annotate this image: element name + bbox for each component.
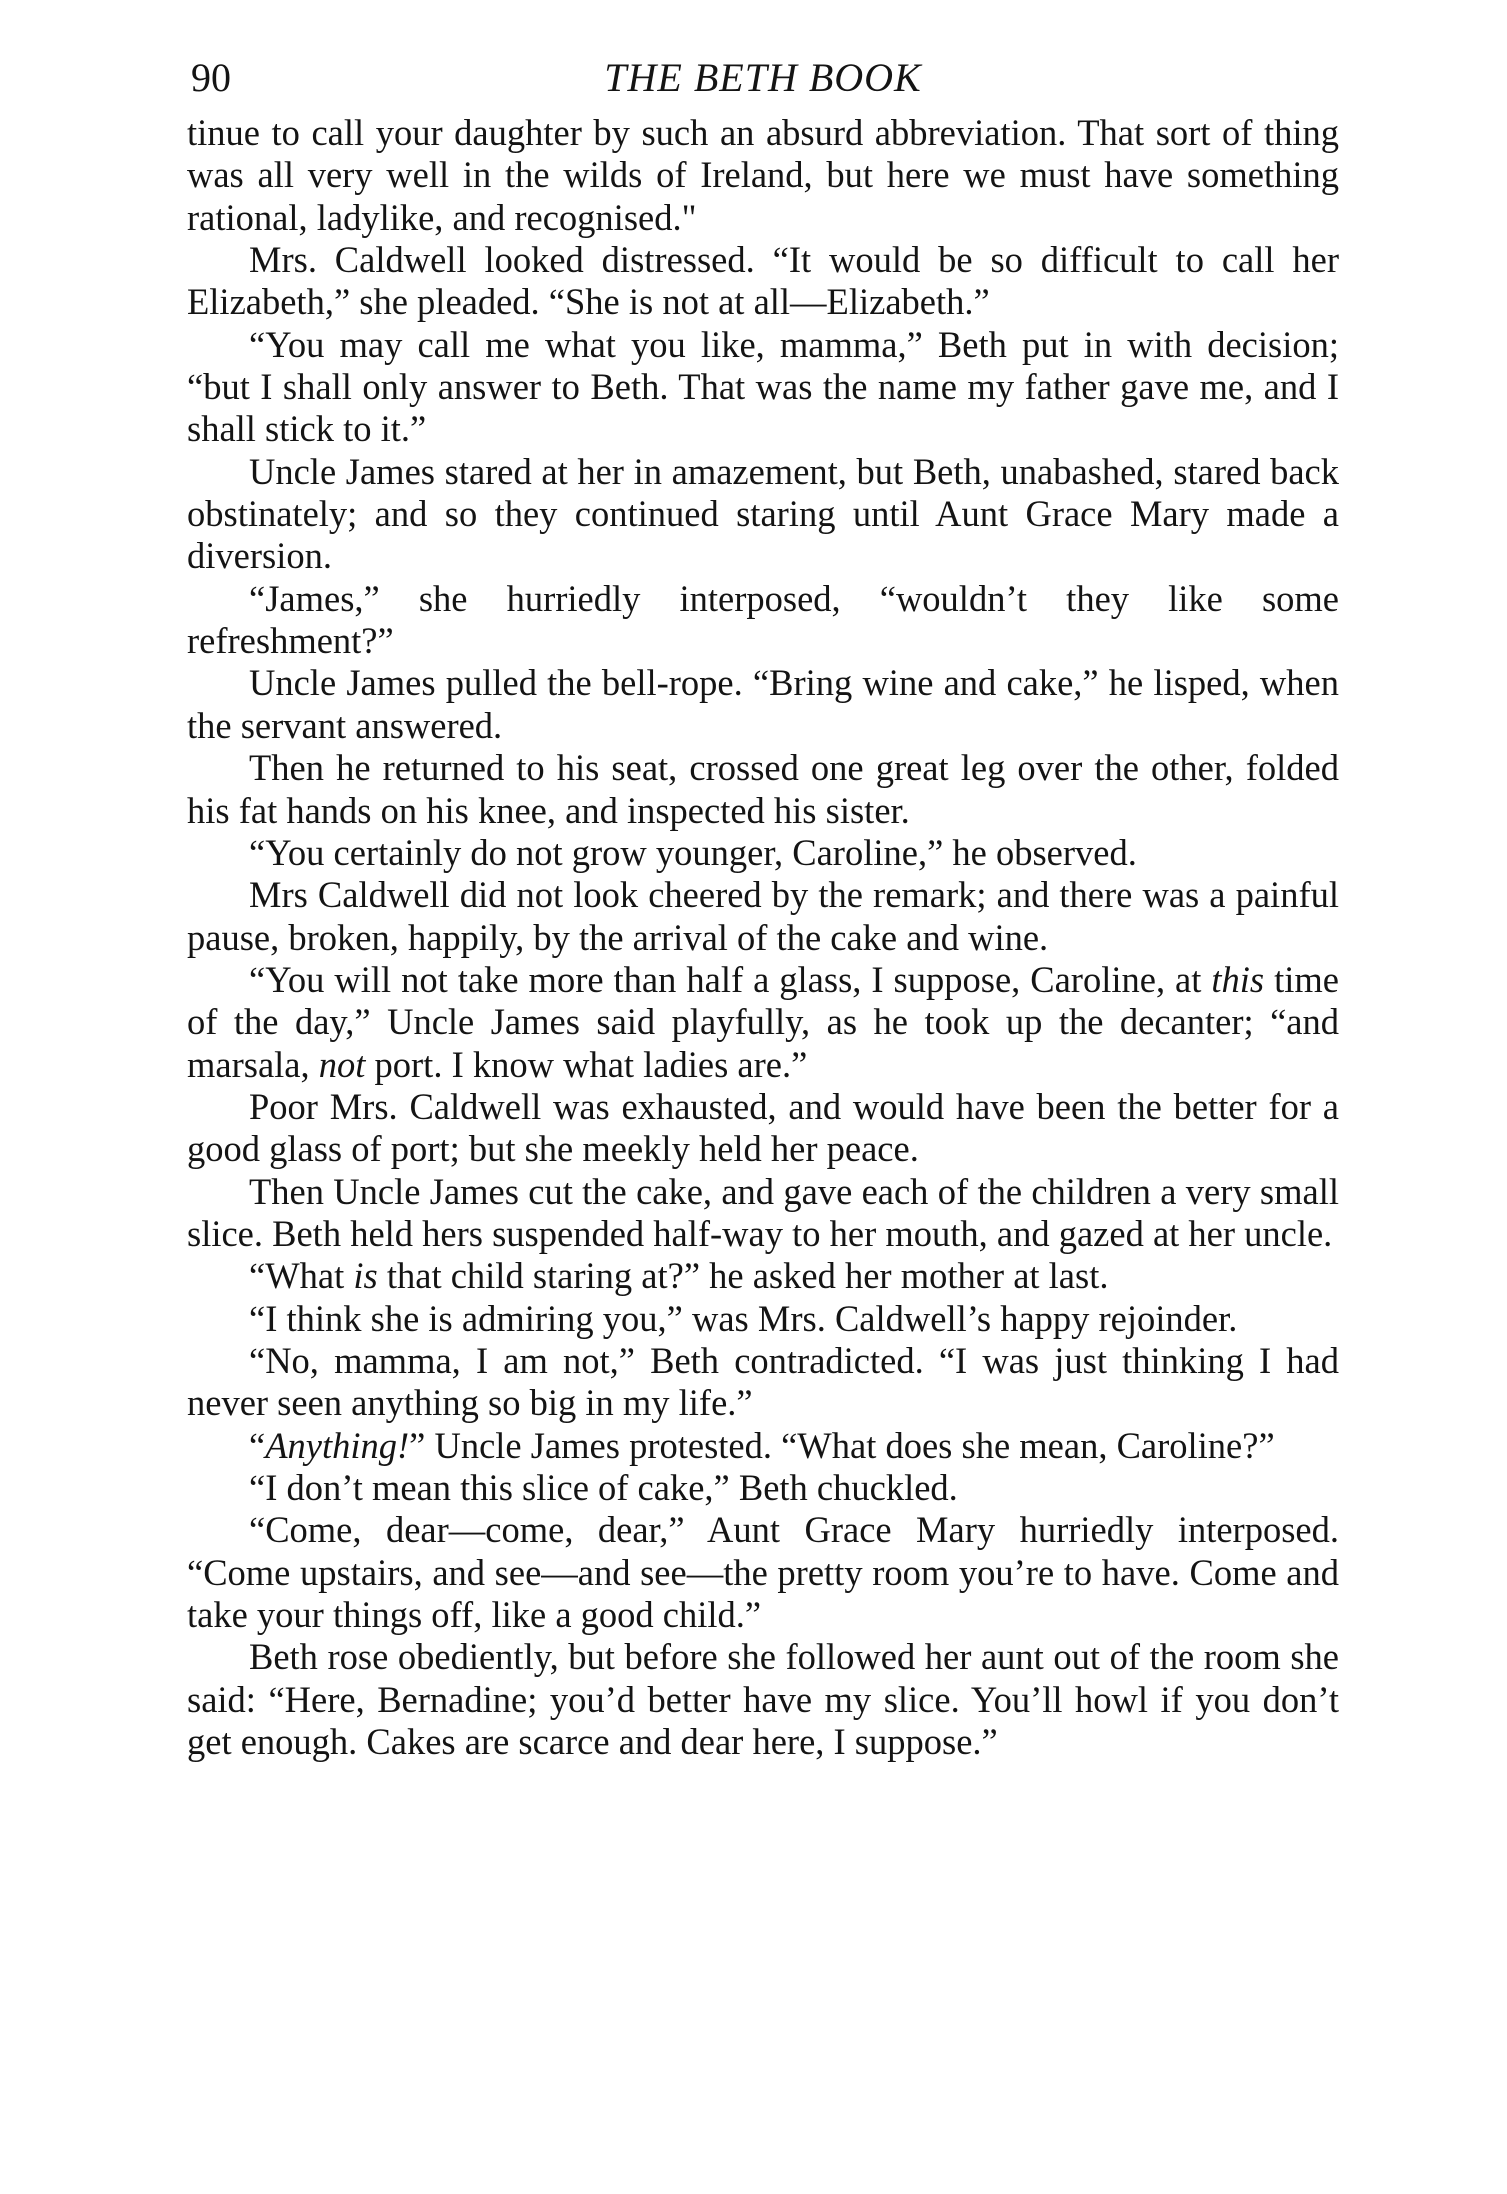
italic-emphasis: is [353, 1255, 378, 1297]
running-title: THE BETH BOOK [604, 55, 922, 100]
paragraph: Then he returned to his seat, crossed one great leg over the other, folded his fat hands on his knee, and inspected his sister. [187, 747, 1339, 831]
paragraph: “Anything!” Uncle James protested. “What does she mean, Caroline?” [249, 1424, 1275, 1466]
paragraph: Poor Mrs. Caldwell was exhausted, and would have been the better for a good glass of port; but she meekly held her peace. [187, 1085, 1339, 1170]
paragraph: “James,” she hurriedly interposed, “wouldn’t they like some refreshment?” [187, 577, 1339, 662]
page-header [187, 52, 1339, 112]
italic-emphasis: this [1211, 958, 1265, 1000]
paragraph: “Come, dear—come, dear,” Aunt Grace Mary hurriedly interposed. “Come upstairs, and see—and see—the pretty room you’re to have. Come and take your things off, like a good child.” [187, 1509, 1339, 1636]
italic-emphasis: not [318, 1043, 366, 1085]
paragraph: Then Uncle James cut the cake, and gave each of the children a very small slice. Beth held hers suspended half-way to her mouth, and gazed at her uncle. [187, 1170, 1339, 1254]
paragraph: “I don’t mean this slice of cake,” Beth chuckled. [249, 1467, 958, 1508]
page-number: 90 [191, 55, 231, 100]
paragraph: Uncle James pulled the bell-rope. “Bring wine and cake,” he lisped, when the servant answered. [187, 662, 1339, 746]
body-text [187, 112, 1339, 1763]
book-page [187, 52, 1339, 1763]
italic-emphasis: Anything! [265, 1424, 410, 1466]
paragraph: “You certainly do not grow younger, Caroline,” he observed. [249, 831, 1137, 873]
paragraph: Uncle James stared at her in amazement, but Beth, unabashed, stared back obstinately; and so they continued staring until Aunt Grace Mary made a diversion. [187, 450, 1339, 577]
paragraph: tinue to call your daughter by such an absurd abbreviation. That sort of thing was all very well in the wilds of Ireland, but here we must have something rational, ladylike, and recognised." [187, 112, 1339, 238]
paragraph: “You may call me what you like, mamma,” Beth put in with decision; “but I shall only answer to Beth. That was the name my father gave me, and I shall stick to it.” [187, 323, 1339, 450]
paragraph: “I think she is admiring you,” was Mrs. Caldwell’s happy rejoinder. [249, 1297, 1238, 1339]
paragraph: Mrs. Caldwell looked distressed. “It would be so difficult to call her Elizabeth,” she pleaded. “She is not at all—Elizabeth.” [187, 239, 1339, 323]
paragraph: “You will not take more than half a glass, I suppose, Caroline, at this time of the day,” Uncle James said playfully, as he took up the decanter; “and marsala, not port. I know what ladies are.” [187, 958, 1339, 1085]
paragraph: “No, mamma, I am not,” Beth contradicted. “I was just thinking I had never seen anything so big in my life.” [187, 1339, 1339, 1424]
paragraph: Beth rose obediently, but before she followed her aunt out of the room she said: “Here, Bernadine; you’d better have my slice. You’ll howl if you don’t get enough. Cakes are scarce and dear here, I suppose.” [187, 1636, 1339, 1763]
paragraph: “What is that child staring at?” he asked her mother at last. [249, 1255, 1109, 1297]
paragraph: Mrs Caldwell did not look cheered by the remark; and there was a painful pause, broken, happily, by the arrival of the cake and wine. [187, 874, 1339, 958]
